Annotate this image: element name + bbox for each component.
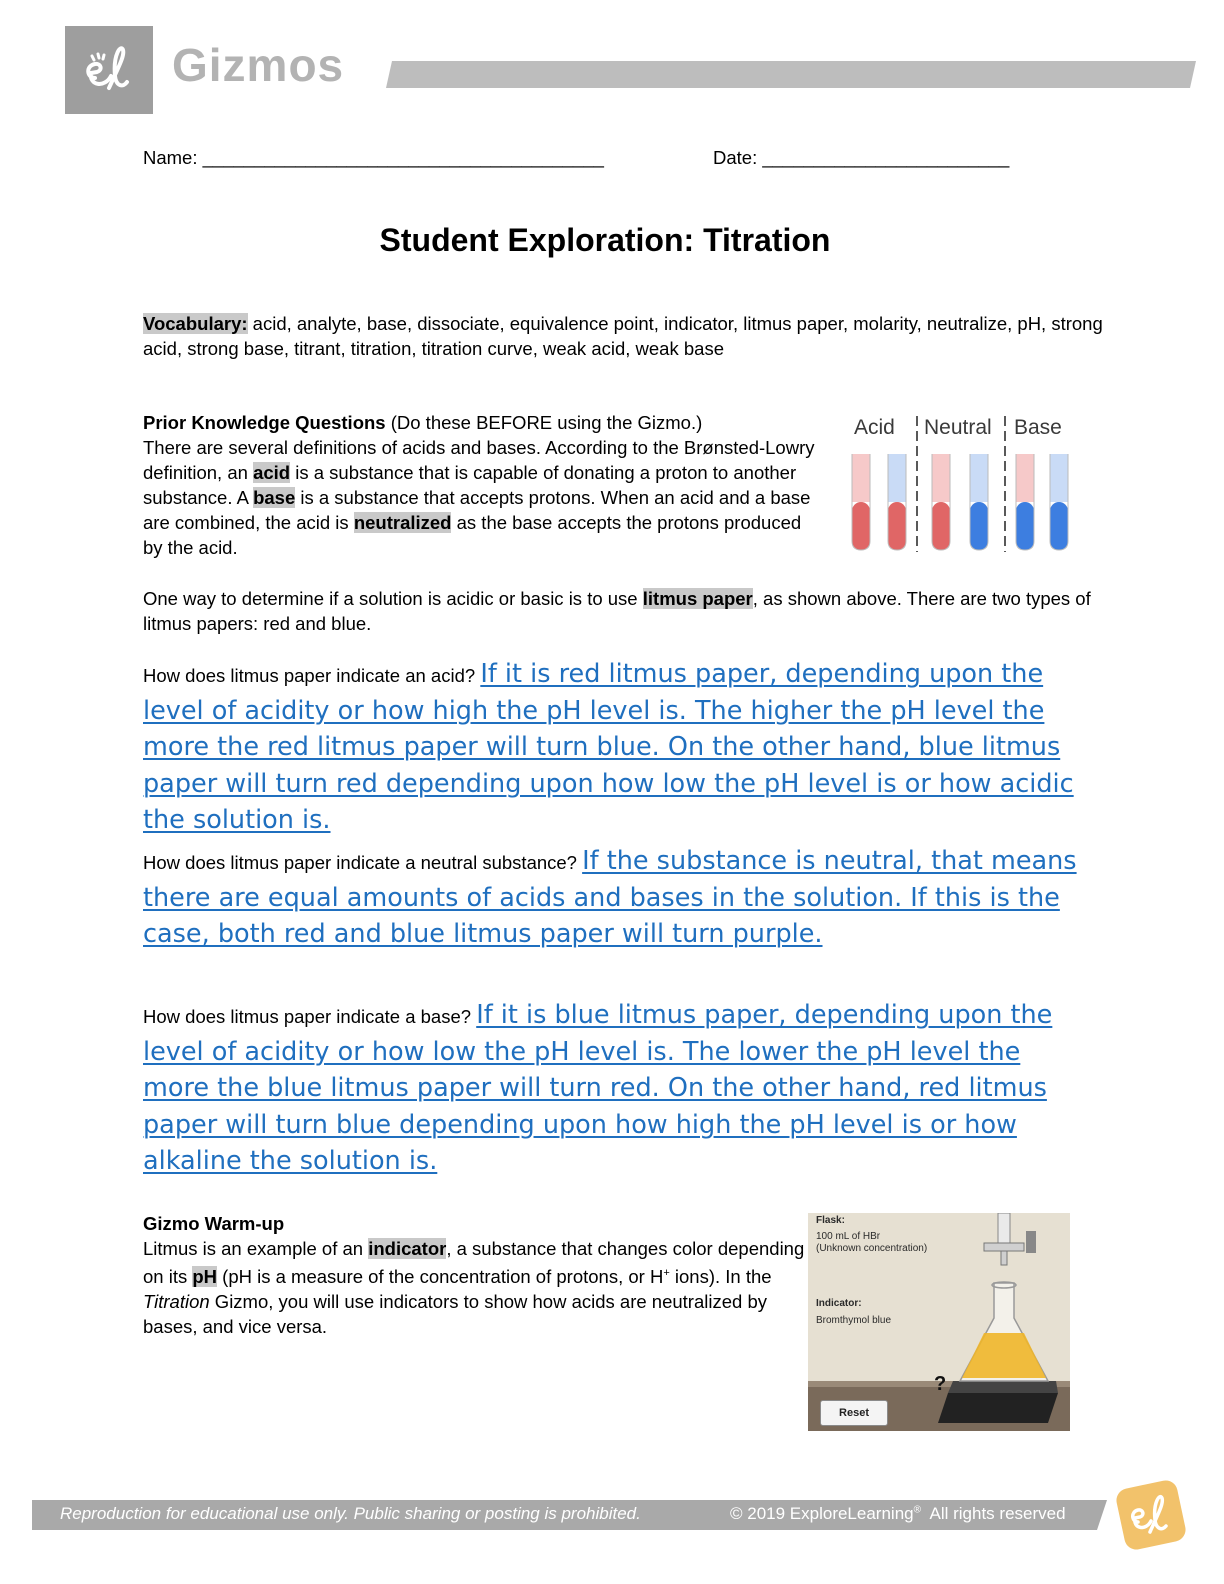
term-acid: acid: [253, 462, 291, 483]
vocabulary-paragraph: [143, 311, 1103, 361]
indicator-value: Bromthymol blue: [816, 1315, 892, 1326]
name-blank[interactable]: _______________________________________: [202, 147, 604, 168]
explorelearning-footer-icon: [1108, 1472, 1194, 1558]
prior-knowledge-note: (Do these BEFORE using the Gizmo.): [385, 412, 703, 433]
warmup-text-5: Gizmo, you will use indicators to show how acids are neutralized by bases, and vice versa.: [143, 1291, 767, 1338]
date-label: Date:: [713, 147, 763, 168]
question-mark-icon: ?: [934, 1373, 947, 1395]
tube-base-red: [1016, 454, 1034, 550]
warmup-heading: Gizmo Warm-up: [143, 1213, 285, 1234]
prior-knowledge-paragraph: [143, 410, 823, 560]
warmup-text-2: , a substance that changes color depending on its: [143, 1238, 805, 1288]
test-tubes-graphic: [848, 412, 1076, 560]
term-ph: pH: [192, 1266, 218, 1288]
litmus-test-tubes-figure: [848, 412, 1076, 560]
warmup-paragraph: [143, 1211, 808, 1339]
prior-text-2: is a substance that is capable of donating a proton to another substance. A: [143, 462, 797, 508]
question-acid: [143, 658, 1078, 841]
tube-acid-blue: [888, 454, 906, 550]
question-prompt: How does litmus paper indicate a neutral substance?: [143, 852, 583, 873]
rights-text: All rights reserved: [920, 1504, 1066, 1523]
reset-button[interactable]: Reset: [820, 1400, 888, 1426]
flask-label: Flask:: [816, 1215, 845, 1226]
prior-text-4: as the base accepts the protons produced by the acid.: [143, 512, 802, 558]
answer-text[interactable]: If it is blue litmus paper, depending upon the level of acidity or how low the pH level is. The lower the pH level the more the blue litmus paper will turn red. On the other hand, red litmus paper will turn blue depending upon how high the pH level is or how alkaline the solution is.: [143, 1000, 1053, 1176]
indicator-label: Indicator:: [816, 1298, 862, 1309]
question-prompt: How does litmus paper indicate a base?: [143, 1006, 477, 1027]
vocabulary-label: Vocabulary:: [143, 313, 248, 334]
prior-knowledge-heading: Prior Knowledge Questions: [143, 412, 386, 433]
warmup-text-1: Litmus is an example of an: [143, 1238, 369, 1259]
flask-value-line-1: 100 mL of HBr: [816, 1231, 881, 1242]
tube-label-acid: Acid: [854, 416, 895, 439]
footer-copyright: [730, 1504, 1066, 1524]
warmup-text-4: ions). In the: [669, 1266, 772, 1288]
date-blank[interactable]: ________________________: [762, 147, 1010, 168]
answer-text[interactable]: If it is red litmus paper, depending upon the level of acidity or how high the pH level is. The higher the pH level the more the red litmus paper will turn blue. On the other hand, blue litmus paper will turn red depending upon how low the pH level is or how acidic the solution is.: [143, 659, 1074, 835]
prior-text-3: is a substance that accepts protons. When an acid and a base are combined, the acid is: [143, 487, 811, 533]
tube-neutral-blue: [970, 454, 988, 550]
registered-mark: ®: [913, 1504, 921, 1516]
name-field[interactable]: [143, 145, 604, 170]
name-label: Name:: [143, 147, 203, 168]
footer-el-logo: [1108, 1472, 1194, 1563]
explorelearning-el-icon: [65, 26, 153, 114]
date-field[interactable]: [713, 145, 1009, 170]
copyright-text: © 2019 ExploreLearning: [730, 1504, 914, 1523]
question-neutral: [143, 845, 1078, 955]
vocabulary-text: acid, analyte, base, dissociate, equivalence point, indicator, litmus paper, molarity, neutralize, pH, strong acid, strong base, titrant, titration, titration curve, weak acid, weak base: [143, 313, 1103, 359]
term-indicator: indicator: [368, 1238, 447, 1259]
answer-text[interactable]: If the substance is neutral, that means there are equal amounts of acids and bases in the solution. If this is the case, both red and blue litmus paper will turn purple.: [143, 846, 1077, 949]
tube-neutral-red: [932, 454, 950, 550]
term-neutralized: neutralized: [353, 512, 452, 533]
warmup-text-3: (pH is a measure of the concentration of protons, or H: [217, 1266, 664, 1288]
tube-label-neutral: Neutral: [924, 416, 992, 439]
gizmo-screenshot: [808, 1213, 1070, 1431]
tube-acid-red: [852, 454, 870, 550]
header-bar: [386, 61, 1196, 88]
litmus-text-1: One way to determine if a solution is acidic or basic is to use: [143, 588, 643, 609]
page-title: Student Exploration: Titration: [379, 222, 831, 258]
term-litmus-paper: litmus paper: [642, 588, 753, 609]
footer-notice: Reproduction for educational use only. Public sharing or posting is prohibited.: [60, 1504, 641, 1523]
superscript-plus: +: [663, 1267, 670, 1279]
question-base: [143, 999, 1078, 1182]
tube-label-base: Base: [1014, 416, 1062, 439]
litmus-paragraph: [143, 586, 1093, 636]
tube-base-blue: [1050, 454, 1068, 550]
flask-value-line-2: (Unknown concentration): [816, 1243, 928, 1254]
warmup-titration-italic: Titration: [143, 1291, 210, 1313]
question-prompt: How does litmus paper indicate an acid?: [143, 665, 481, 686]
explorelearning-logo: [65, 26, 153, 114]
term-base: base: [253, 487, 296, 508]
litmus-text-2: , as shown above. There are two types of litmus papers: red and blue.: [143, 588, 1091, 634]
prior-text-1: There are several definitions of acids and bases. According to the Brønsted-Lowry definition, an: [143, 437, 815, 483]
brand-title: Gizmos: [172, 39, 345, 91]
